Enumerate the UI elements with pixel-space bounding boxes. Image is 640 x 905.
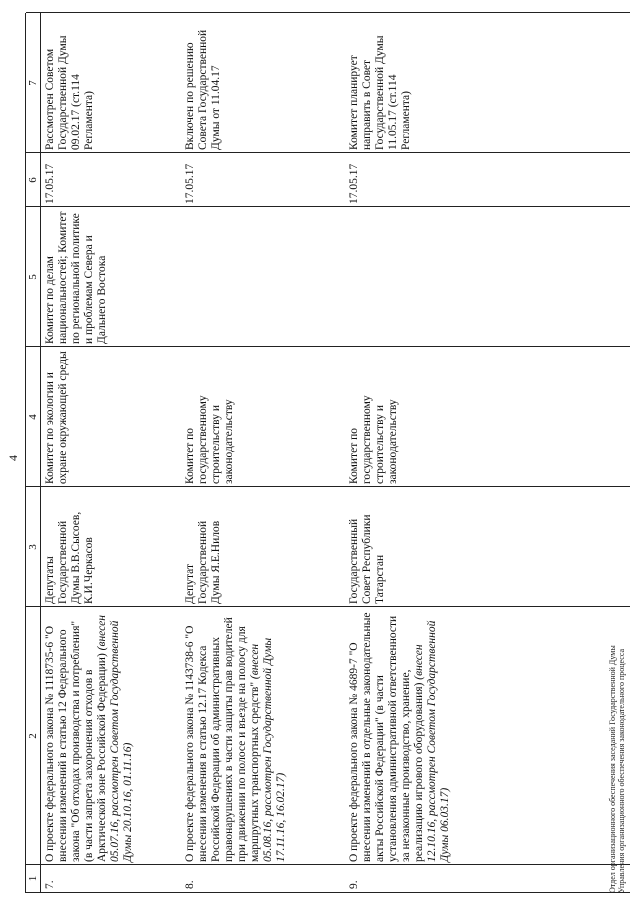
bill-title-text: О проекте федерального закона № 1143738-6 "О внесении изменения в статью 12.17 Кодекса Российской Федерации об административных правонарушениях в части защиты прав водителей при движении по полосе и въезде на полосу для маршрутных транспортных средств": [184, 617, 261, 862]
footer: [608, 645, 626, 893]
col-divider: [26, 346, 630, 347]
col-divider: [26, 152, 630, 153]
decision: Включен по решению Совета Государственной Думы от 11.04.17: [184, 29, 222, 150]
row-number: 9.: [348, 880, 360, 889]
column-number: 1: [27, 875, 39, 882]
column-number: 3: [27, 544, 39, 550]
bill-note: (внесен 05.07.16, рассмотрен Советом Государственной Думы 20.10.16, 01.11.16): [96, 615, 134, 862]
co-committees: Комитет по делам национальностей; Комитет по региональной политике и проблемам Севера и Дальнего Востока: [44, 211, 108, 344]
bill-title: [184, 607, 288, 865]
decision: Комитет планирует направить в Совет Государственной Думы 11.05.17 (ст.114 Регламента): [348, 35, 412, 150]
bill-title: [44, 607, 135, 865]
decision: Рассмотрен Советом Государственной Думы 09.02.17 (ст.114 Регламента): [44, 35, 95, 150]
column-number: 2: [27, 733, 39, 739]
column-number: 5: [27, 274, 39, 280]
bill-title-text: О проекте федерального закона № 1118735-6 "О внесении изменений в статью 12 Федерального закона "Об отходах производства и потребления" (в части запрета захоронения отходов в Арктической зоне Российской Федерации): [44, 620, 108, 862]
page-number: 4: [6, 455, 20, 461]
bills-table: [25, 13, 630, 893]
bill-title-text: О проекте федерального закона № 4689-7 "О внесении изменений в отдельные законодательные акты Российской Федерации" (в части установления административной ответственности за незаконные производство, хранение, реализацию игрового оборудования): [348, 612, 425, 862]
review-date: 17.05.17: [44, 163, 56, 204]
bill-note: (внесен 12.10.16, рассмотрен Советом Государственной Думы 06.03.17): [413, 620, 451, 862]
col-divider: [26, 206, 630, 207]
col-divider: [26, 486, 630, 487]
column-number-row: [26, 12, 41, 892]
bill-title: [348, 607, 452, 865]
lead-committee: Комитет по экологии и охране окружающей среды: [44, 351, 69, 484]
column-number: 6: [27, 177, 39, 183]
column-number: 7: [27, 80, 39, 86]
footer-line: Отдел организационного обеспечения заседаний Государственной Думы: [608, 645, 617, 893]
lead-committee: Комитет по государственному строительству и законодательству: [184, 395, 235, 484]
row-number: 7.: [44, 880, 56, 889]
review-date: 17.05.17: [184, 163, 196, 204]
bill-author: Депутаты Государственной Думы В.В.Сысоев, К.И.Черкасов: [44, 511, 95, 604]
review-date: 17.05.17: [348, 163, 360, 204]
footer-line: Управления организационного обеспечения законодательного процесса: [617, 648, 626, 893]
bill-author: Государственный Совет Республики Татарстан: [348, 514, 386, 604]
col-divider: [26, 12, 630, 13]
lead-committee: Комитет по государственному строительству и законодательству: [348, 395, 399, 484]
row-number: 8.: [184, 880, 196, 889]
bill-author: Депутат Государственной Думы Я.Е.Нилов: [184, 520, 222, 604]
bill-note: (внесен 05.08.16, рассмотрен Государственной Думы 17.11.16, 16.02.17): [249, 637, 287, 862]
column-number: 4: [27, 414, 39, 420]
